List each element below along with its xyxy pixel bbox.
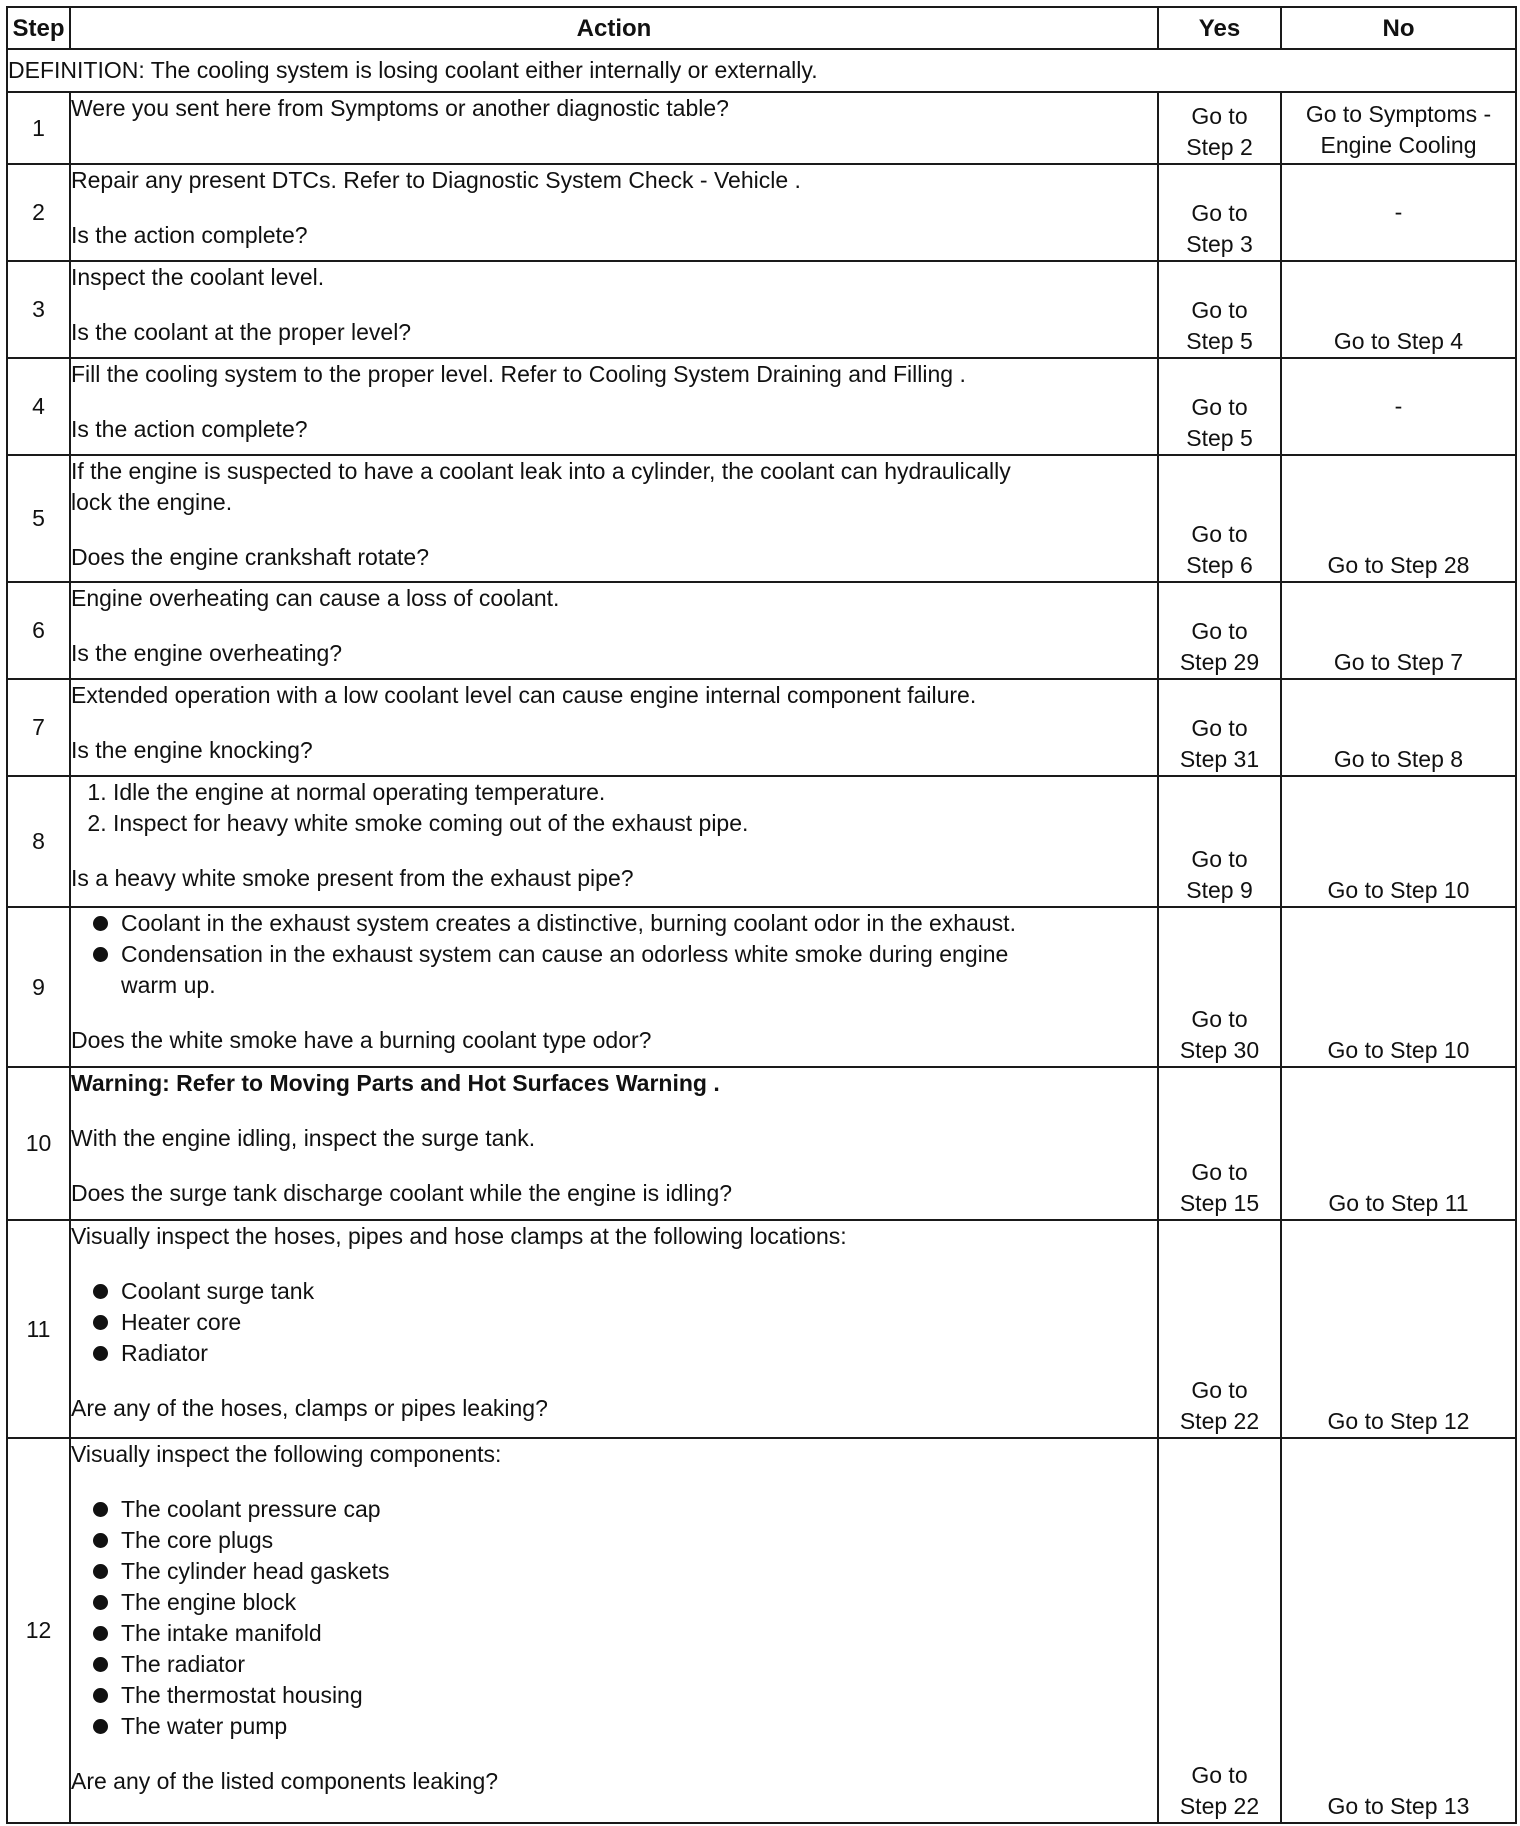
action-line: Extended operation with a low coolant level can cause engine internal component failure. xyxy=(71,682,977,708)
yes-line: Go to xyxy=(1191,715,1248,741)
bullet-icon xyxy=(93,1657,108,1672)
action-line: lock the engine. xyxy=(71,489,233,515)
no-cell xyxy=(1281,92,1516,164)
no-line: Go to Step 4 xyxy=(1333,328,1464,354)
yes-line: Step 22 xyxy=(1179,1793,1260,1819)
action-line: Visually inspect the following components: xyxy=(71,1441,502,1467)
no-cell xyxy=(1281,455,1516,582)
question-text: Is a heavy white smoke present from the exhaust pipe? xyxy=(71,865,634,891)
spacer xyxy=(71,390,1157,414)
yes-line: Go to xyxy=(1191,200,1248,226)
no-line: Go to Step 28 xyxy=(1327,552,1470,578)
bullet-icon xyxy=(93,1719,108,1734)
bullet-item xyxy=(93,1587,1157,1618)
spacer xyxy=(71,839,1157,863)
yes-cell xyxy=(1158,776,1281,907)
action-cell xyxy=(70,164,1158,261)
yes-line: Step 6 xyxy=(1186,552,1253,578)
numbered-item: 1. Idle the engine at normal operating temperature. xyxy=(113,777,1157,808)
yes-line: Step 30 xyxy=(1179,1037,1260,1063)
yes-line: Step 5 xyxy=(1186,328,1253,354)
bullet-item xyxy=(93,1307,1157,1338)
yes-cell xyxy=(1158,1220,1281,1438)
yes-cell xyxy=(1158,1438,1281,1823)
spacer xyxy=(71,1154,1157,1178)
step-number: 9 xyxy=(7,907,70,1067)
yes-line: Step 9 xyxy=(1186,877,1253,903)
bullet-line: The cylinder head gaskets xyxy=(121,1558,390,1584)
no-line: - xyxy=(1394,393,1403,419)
question-text: Is the action complete? xyxy=(71,416,308,442)
yes-line: Go to xyxy=(1191,1006,1248,1032)
header-row xyxy=(7,7,1516,49)
action-cell xyxy=(70,1438,1158,1823)
yes-line: Go to xyxy=(1191,846,1248,872)
bullet-line: Coolant in the exhaust system creates a distinctive, burning coolant odor in the exhaust. xyxy=(121,910,1016,936)
no-line: - xyxy=(1394,199,1403,225)
bullet-icon xyxy=(93,1688,108,1703)
yes-line: Go to xyxy=(1191,1762,1248,1788)
action-cell xyxy=(70,1220,1158,1438)
spacer xyxy=(71,196,1157,220)
table-row xyxy=(7,582,1516,679)
no-cell xyxy=(1281,164,1516,261)
action-cell xyxy=(70,92,1158,164)
no-cell xyxy=(1281,907,1516,1067)
action-line: Fill the cooling system to the proper level. Refer to Cooling System Draining and Filling . xyxy=(71,361,966,387)
step-number: 6 xyxy=(7,582,70,679)
header-step: Step xyxy=(7,7,70,49)
yes-line: Step 29 xyxy=(1179,649,1260,675)
question-text: Is the coolant at the proper level? xyxy=(71,319,412,345)
action-line: If the engine is suspected to have a coolant leak into a cylinder, the coolant can hydraulically xyxy=(71,458,1011,484)
yes-cell xyxy=(1158,907,1281,1067)
no-line: Engine Cooling xyxy=(1320,132,1477,158)
bullet-item xyxy=(93,1276,1157,1307)
table-row xyxy=(7,1438,1516,1823)
yes-line: Go to xyxy=(1191,1377,1248,1403)
question-text: Is the engine knocking? xyxy=(71,737,313,763)
action-cell xyxy=(70,358,1158,455)
bullet-item xyxy=(93,1494,1157,1525)
question-text: Are any of the listed components leaking? xyxy=(71,1768,499,1794)
header-action: Action xyxy=(70,7,1158,49)
bullet-item xyxy=(93,1618,1157,1649)
bullet-line: Heater core xyxy=(121,1309,242,1335)
action-line: Engine overheating can cause a loss of coolant. xyxy=(71,585,560,611)
bullet-line: The engine block xyxy=(121,1589,297,1615)
table-row xyxy=(7,776,1516,907)
numbered-item: 2. Inspect for heavy white smoke coming out of the exhaust pipe. xyxy=(113,808,1157,839)
action-line: Repair any present DTCs. Refer to Diagnostic System Check - Vehicle . xyxy=(71,167,801,193)
definition-row xyxy=(7,49,1516,92)
step-number: 4 xyxy=(7,358,70,455)
question-text: Does the surge tank discharge coolant while the engine is idling? xyxy=(71,1180,733,1206)
spacer xyxy=(71,711,1157,735)
bullet-line: warm up. xyxy=(121,972,216,998)
bullet-item xyxy=(93,1711,1157,1742)
yes-line: Step 15 xyxy=(1179,1190,1260,1216)
spacer xyxy=(71,293,1157,317)
table-row xyxy=(7,358,1516,455)
step-number: 11 xyxy=(7,1220,70,1438)
yes-line: Step 3 xyxy=(1186,231,1253,257)
bullet-icon xyxy=(93,1595,108,1610)
table-row xyxy=(7,92,1516,164)
bullet-line: Coolant surge tank xyxy=(121,1278,315,1304)
no-line: Go to Step 10 xyxy=(1327,1037,1470,1063)
action-cell xyxy=(70,455,1158,582)
yes-cell xyxy=(1158,261,1281,358)
step-number: 7 xyxy=(7,679,70,776)
question-text: Does the white smoke have a burning coolant type odor? xyxy=(71,1027,652,1053)
no-cell xyxy=(1281,261,1516,358)
numbered-list xyxy=(71,777,1157,839)
bullet-list xyxy=(71,1494,1157,1742)
action-cell xyxy=(70,776,1158,907)
spacer xyxy=(71,614,1157,638)
spacer xyxy=(71,1369,1157,1393)
action-line: With the engine idling, inspect the surge tank. xyxy=(71,1125,536,1151)
table-row xyxy=(7,455,1516,582)
action-cell xyxy=(70,679,1158,776)
bullet-icon xyxy=(93,1564,108,1579)
spacer xyxy=(71,518,1157,542)
bullet-list xyxy=(71,1276,1157,1369)
table-row xyxy=(7,907,1516,1067)
table-row xyxy=(7,1220,1516,1438)
step-number: 1 xyxy=(7,92,70,164)
bullet-line: Condensation in the exhaust system can cause an odorless white smoke during engine xyxy=(121,941,1009,967)
yes-cell xyxy=(1158,358,1281,455)
yes-line: Step 22 xyxy=(1179,1408,1260,1434)
yes-line: Go to xyxy=(1191,394,1248,420)
bullet-item xyxy=(93,939,1157,1001)
step-number: 5 xyxy=(7,455,70,582)
no-cell xyxy=(1281,582,1516,679)
no-line: Go to Step 7 xyxy=(1333,649,1464,675)
no-line: Go to Step 12 xyxy=(1327,1408,1470,1434)
no-line: Go to Step 13 xyxy=(1327,1793,1470,1819)
no-line: Go to Step 8 xyxy=(1333,746,1464,772)
bullet-line: The water pump xyxy=(121,1713,288,1739)
bullet-icon xyxy=(93,916,108,931)
bullet-line: The thermostat housing xyxy=(121,1682,363,1708)
yes-line: Go to xyxy=(1191,1159,1248,1185)
bullet-line: The coolant pressure cap xyxy=(121,1496,381,1522)
step-number: 2 xyxy=(7,164,70,261)
bullet-item xyxy=(93,1338,1157,1369)
bullet-icon xyxy=(93,1533,108,1548)
bullet-line: The intake manifold xyxy=(121,1620,322,1646)
spacer xyxy=(71,1742,1157,1766)
bullet-line: The core plugs xyxy=(121,1527,274,1553)
no-cell xyxy=(1281,679,1516,776)
no-cell xyxy=(1281,1438,1516,1823)
no-cell xyxy=(1281,1067,1516,1220)
yes-cell xyxy=(1158,455,1281,582)
spacer xyxy=(71,1252,1157,1276)
question-text: Are any of the hoses, clamps or pipes leaking? xyxy=(71,1395,548,1421)
action-cell xyxy=(70,1067,1158,1220)
definition-text: DEFINITION: The cooling system is losing coolant either internally or externally. xyxy=(7,49,1516,92)
bullet-item xyxy=(93,1680,1157,1711)
spacer xyxy=(71,1470,1157,1494)
table-row xyxy=(7,679,1516,776)
yes-cell xyxy=(1158,582,1281,679)
spacer xyxy=(71,1001,1157,1025)
yes-line: Go to xyxy=(1191,103,1248,129)
yes-cell xyxy=(1158,92,1281,164)
step-number: 12 xyxy=(7,1438,70,1823)
yes-line: Step 5 xyxy=(1186,425,1253,451)
no-cell xyxy=(1281,776,1516,907)
question-text: Is the action complete? xyxy=(71,222,308,248)
header-no: No xyxy=(1281,7,1516,49)
bullet-icon xyxy=(93,1346,108,1361)
yes-line: Step 31 xyxy=(1179,746,1260,772)
no-cell xyxy=(1281,1220,1516,1438)
action-cell xyxy=(70,261,1158,358)
table-row xyxy=(7,1067,1516,1220)
bullet-list xyxy=(71,908,1157,1001)
table-row xyxy=(7,261,1516,358)
yes-cell xyxy=(1158,679,1281,776)
action-cell xyxy=(70,582,1158,679)
yes-cell xyxy=(1158,164,1281,261)
no-cell xyxy=(1281,358,1516,455)
yes-cell xyxy=(1158,1067,1281,1220)
yes-line: Go to xyxy=(1191,618,1248,644)
bullet-icon xyxy=(93,947,108,962)
no-line: Go to Symptoms - xyxy=(1305,101,1492,127)
bullet-icon xyxy=(93,1502,108,1517)
yes-line: Go to xyxy=(1191,297,1248,323)
action-line: Visually inspect the hoses, pipes and hose clamps at the following locations: xyxy=(71,1223,847,1249)
no-line: Go to Step 10 xyxy=(1327,877,1470,903)
action-line: Were you sent here from Symptoms or another diagnostic table? xyxy=(71,95,729,121)
warning-text: Warning: Refer to Moving Parts and Hot Surfaces Warning . xyxy=(71,1070,720,1096)
step-number: 3 xyxy=(7,261,70,358)
question-text: Does the engine crankshaft rotate? xyxy=(71,544,430,570)
question-text: Is the engine overheating? xyxy=(71,640,343,666)
bullet-line: Radiator xyxy=(121,1340,208,1366)
bullet-icon xyxy=(93,1315,108,1330)
step-number: 10 xyxy=(7,1067,70,1220)
header-yes: Yes xyxy=(1158,7,1281,49)
bullet-line: The radiator xyxy=(121,1651,246,1677)
no-line: Go to Step 11 xyxy=(1328,1190,1469,1216)
spacer xyxy=(71,1099,1157,1123)
step-number: 8 xyxy=(7,776,70,907)
yes-line: Step 2 xyxy=(1186,134,1253,160)
diagnostic-table xyxy=(6,6,1517,1824)
action-cell xyxy=(70,907,1158,1067)
bullet-item xyxy=(93,1556,1157,1587)
bullet-icon xyxy=(93,1626,108,1641)
bullet-item xyxy=(93,1649,1157,1680)
table-row xyxy=(7,164,1516,261)
bullet-item xyxy=(93,1525,1157,1556)
action-line: Inspect the coolant level. xyxy=(71,264,325,290)
bullet-item xyxy=(93,908,1157,939)
bullet-icon xyxy=(93,1284,108,1299)
yes-line: Go to xyxy=(1191,521,1248,547)
